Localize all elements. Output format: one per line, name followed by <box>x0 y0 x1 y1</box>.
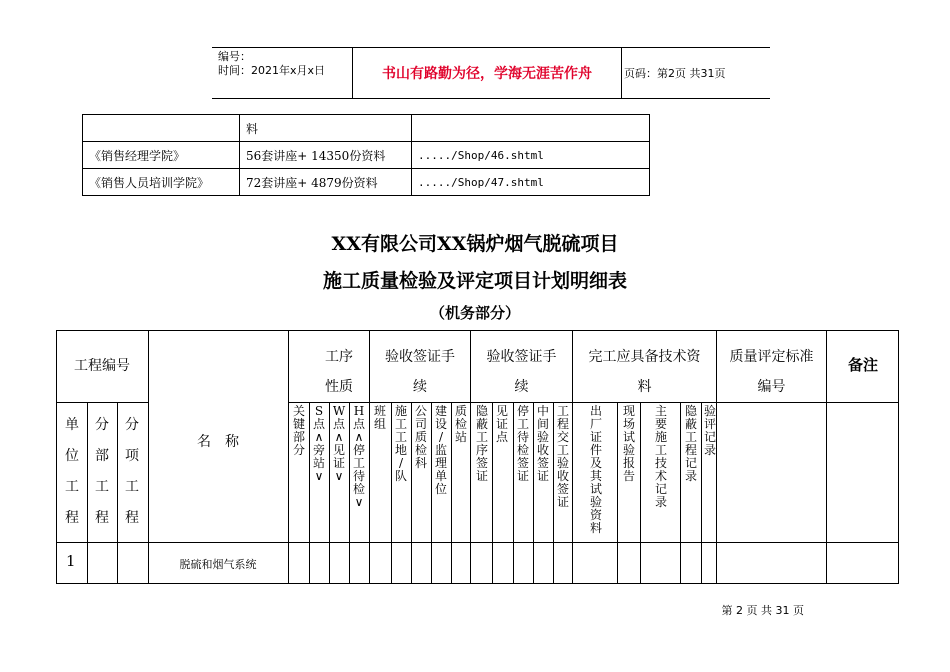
page-footer: 第 2 页 共 31 页 <box>721 604 804 617</box>
header-eval-record: 验 评 记 录 <box>704 404 717 457</box>
table-row <box>83 142 650 169</box>
row-number: 1 <box>66 552 76 570</box>
header-unit: 单 位 工 程 <box>65 417 79 526</box>
header-hidden-record: 隐 蔽 工 程 记 录 <box>684 404 697 483</box>
header-main-record: 主 要 施 工 技 术 记 录 <box>654 404 667 509</box>
header-acceptance-2: 验收签证手 续 <box>486 349 557 395</box>
header-name: 名 称 <box>197 434 239 450</box>
table-cell: 72套讲座+ 4879份资料 <box>240 169 412 196</box>
header-qc: 公 司 质 检 科 <box>414 404 427 470</box>
header-site: 施 工 工 地 / 队 <box>394 404 407 483</box>
motto: 书山有路勤为径，学海无涯苦作舟 <box>353 48 622 98</box>
header-hidden-sign: 隐 蔽 工 序 签 证 <box>475 404 488 483</box>
header-process: 工序 性质 <box>325 349 353 395</box>
table-row <box>83 169 650 196</box>
header-meta <box>212 48 353 98</box>
table-cell: 《销售人员培训学院》 <box>83 169 240 196</box>
page-info: 页码：第2页 共31页 <box>624 67 726 80</box>
header-factory-docs: 出 厂 证 件 及 其 试 验 资 料 <box>589 404 602 535</box>
header-site-report: 现 场 试 验 报 告 <box>622 404 635 483</box>
header-item: 分 项 工 程 <box>125 417 139 526</box>
document-subtitle: 施工质量检验及评定项目计划明细表 <box>322 270 627 292</box>
header-quality-standard: 质量评定标准 编号 <box>729 349 814 395</box>
header-tech-docs: 完工应具备技术资 料 <box>588 349 701 395</box>
header-acceptance-1: 验收签证手 续 <box>385 349 455 395</box>
plan-table <box>56 330 899 584</box>
header-remark: 备注 <box>847 356 878 374</box>
header-h-point: H 点 ∧ 停 工 待 检 ∨ <box>352 404 365 509</box>
time-label: 时间：2021年x月x日 <box>218 64 326 77</box>
table-cell: 料 <box>240 115 412 142</box>
header-division: 分 部 工 程 <box>95 417 109 526</box>
header-key: 关 键 部 分 <box>292 404 305 457</box>
table-cell <box>412 115 650 142</box>
resource-link[interactable]: ...../Shop/46.shtml <box>412 142 650 169</box>
header-stop-sign: 停 工 待 检 签 证 <box>516 404 529 483</box>
number-label: 编号： <box>218 50 251 63</box>
header-s-point: S 点 ∧ 旁 站 ∨ <box>312 404 325 483</box>
table-cell: 《销售经理学院》 <box>83 142 240 169</box>
header-mid-sign: 中 间 验 收 签 证 <box>536 404 549 483</box>
header-handover: 工 程 交 工 验 收 签 证 <box>556 404 569 509</box>
resource-table <box>82 114 650 196</box>
page-header <box>212 47 770 99</box>
table-cell: 56套讲座+ 14350份资料 <box>240 142 412 169</box>
document-title: XX有限公司XX锅炉烟气脱硫项目 <box>331 233 619 255</box>
header-team: 班 组 <box>373 404 386 431</box>
header-owner: 建 设 / 监 理 单 位 <box>434 404 447 496</box>
row-name: 脱硫和烟气系统 <box>179 558 257 571</box>
header-project-no: 工程编号 <box>74 358 130 374</box>
header-witness: 见 证 点 <box>495 404 508 444</box>
section-label: （机务部分） <box>429 304 520 322</box>
table-row <box>83 115 650 142</box>
resource-link[interactable]: ...../Shop/47.shtml <box>412 169 650 196</box>
table-cell <box>83 115 240 142</box>
header-station: 质 检 站 <box>454 404 467 444</box>
header-w-point: W 点 ∧ 见 证 ∨ <box>332 404 346 483</box>
